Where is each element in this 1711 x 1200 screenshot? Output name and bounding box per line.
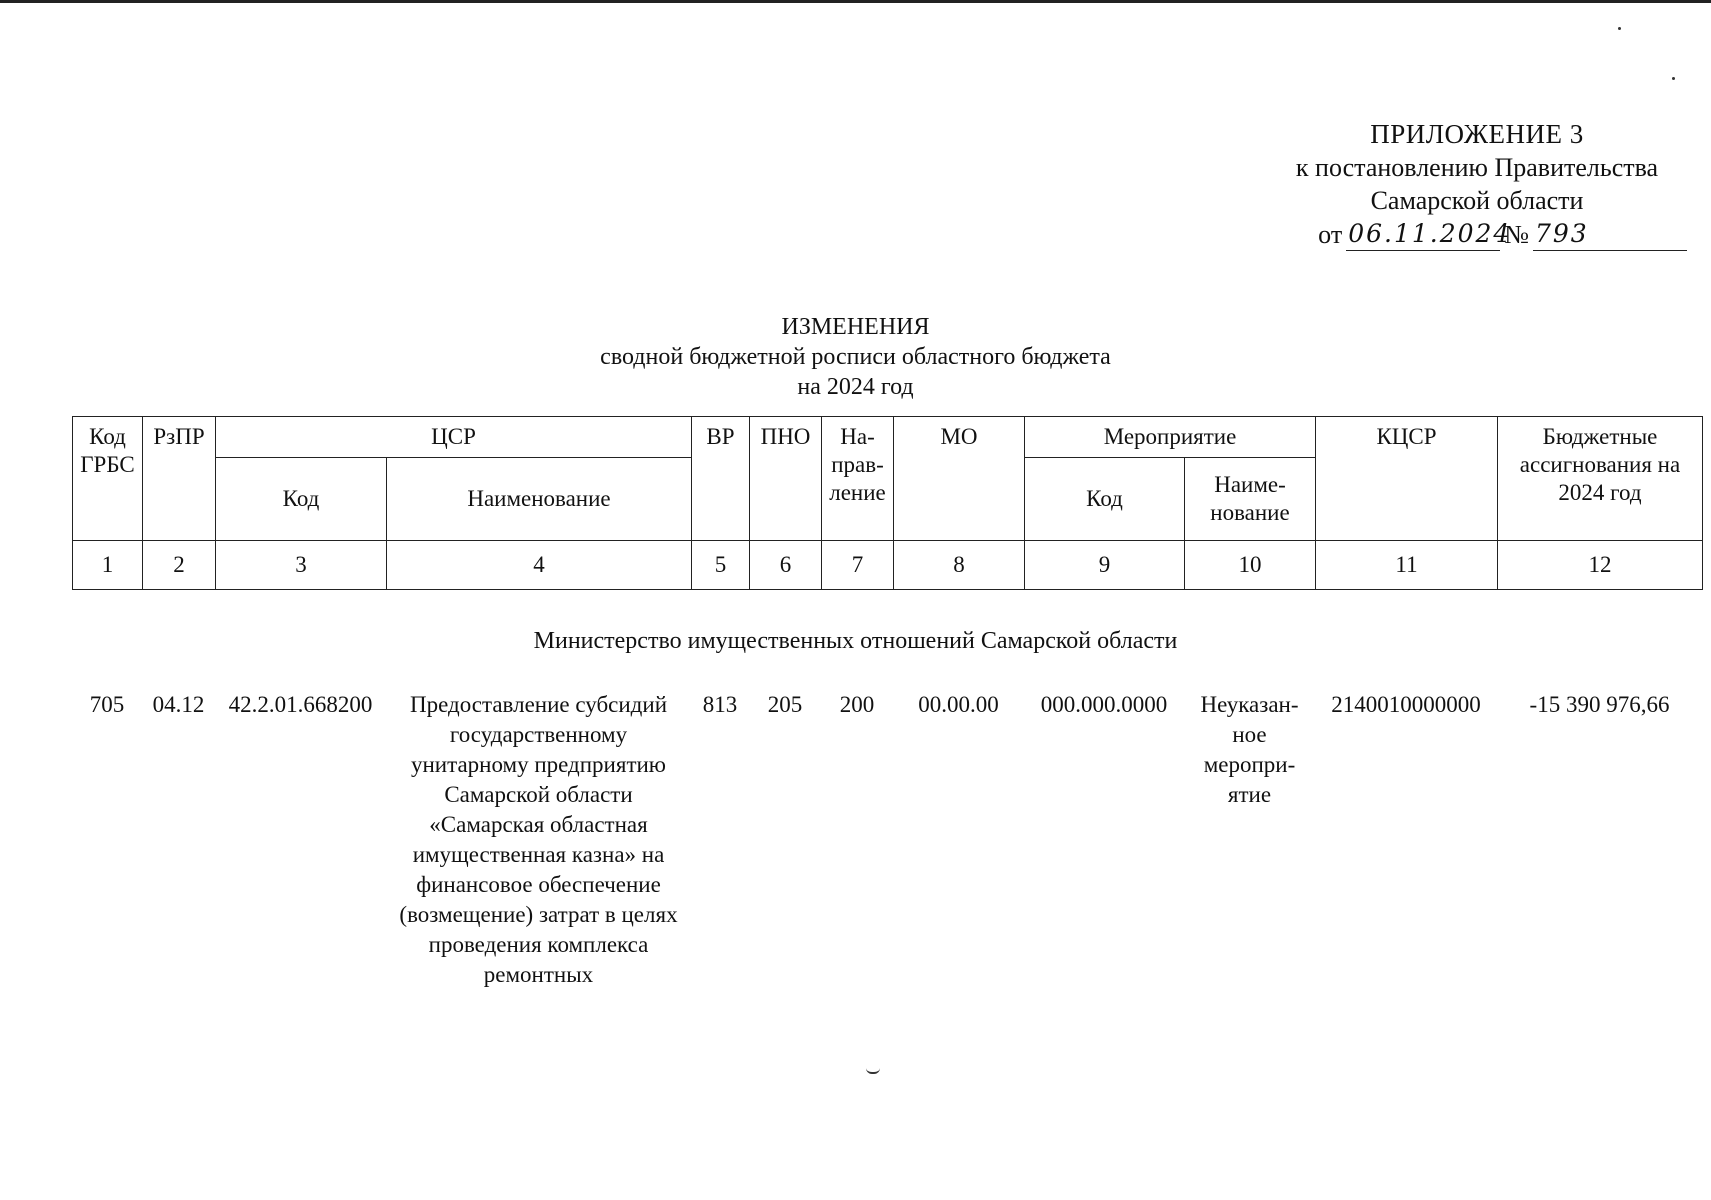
column-number: 2 [143, 541, 216, 590]
header-mer-code: Код [1025, 458, 1185, 541]
cell-pno: 205 [767, 692, 803, 717]
column-number: 10 [1185, 541, 1316, 590]
header-pno: ПНО [750, 417, 822, 541]
cell-kcsr: 2140010000000 [1331, 692, 1481, 717]
column-number: 5 [692, 541, 750, 590]
appendix-line-1: к постановлению Правительства [1295, 153, 1659, 182]
cell-grbs: 705 [89, 692, 125, 717]
header-rzpr: РзПР [143, 417, 216, 541]
header-meropriyatie: Мероприятие [1025, 417, 1316, 458]
handwritten-number: 793 [1533, 217, 1687, 251]
column-number: 1 [73, 541, 143, 590]
ministry-heading: Министерство имущественных отношений Самарской области [533, 628, 1178, 654]
cell-mo: 00.00.00 [918, 692, 999, 717]
cell-napr: 200 [839, 692, 875, 717]
scan-top-edge [0, 0, 1711, 3]
cell-mer-code: 000.000.0000 [1040, 692, 1168, 717]
header-kcsr: КЦСР [1316, 417, 1498, 541]
budget-table-header [72, 416, 1703, 590]
column-number: 8 [894, 541, 1025, 590]
header-budget: Бюджетные ассигнования на 2024 год [1498, 417, 1703, 541]
column-number: 4 [387, 541, 692, 590]
cell-vr: 813 [702, 692, 738, 717]
heading-year: на 2024 год [797, 374, 914, 400]
header-mo: МО [894, 417, 1025, 541]
heading-title: ИЗМЕНЕНИЯ [781, 314, 930, 340]
cell-mer-name: Неуказан-ное меропри-ятие [1200, 692, 1299, 807]
header-kod-grbs: Код ГРБС [73, 417, 143, 541]
from-label: от [1318, 220, 1343, 249]
column-number: 7 [822, 541, 894, 590]
header-csr: ЦСР [216, 417, 692, 458]
cell-rzpr: 04.12 [152, 692, 205, 717]
heading-subtitle: сводной бюджетной росписи областного бюджета [600, 344, 1111, 370]
column-number: 9 [1025, 541, 1185, 590]
header-csr-name: Наименование [387, 458, 692, 541]
header-mer-name: Наиме-нование [1185, 458, 1316, 541]
header-vr: ВР [692, 417, 750, 541]
column-number: 12 [1498, 541, 1703, 590]
number-label: № [1504, 220, 1529, 249]
appendix-date-line [1267, 217, 1687, 251]
column-number: 11 [1316, 541, 1498, 590]
appendix-line-2: Самарской области [1370, 186, 1584, 215]
handwritten-date: 06.11.2024 [1346, 217, 1500, 251]
scan-speck [1618, 27, 1621, 30]
document-heading [0, 312, 1711, 402]
appendix-block [1267, 118, 1687, 251]
header-csr-code: Код [216, 458, 387, 541]
column-number: 6 [750, 541, 822, 590]
header-napravlenie: На-прав-ление [822, 417, 894, 541]
scan-speck [866, 1068, 880, 1074]
scan-speck [1672, 77, 1675, 80]
column-number: 3 [216, 541, 387, 590]
cell-csr-name: Предоставление субсидий государственному унитарному предприятию Самарской области «Самарская областная имущественная казна» на финансовое обеспечение (возмещение) затрат в целях проведения комплекса ремонтных [399, 692, 678, 987]
cell-amount: -15 390 976,66 [1529, 692, 1670, 717]
cell-csr-code: 42.2.01.668200 [228, 692, 373, 717]
appendix-title: ПРИЛОЖЕНИЕ 3 [1370, 119, 1584, 149]
